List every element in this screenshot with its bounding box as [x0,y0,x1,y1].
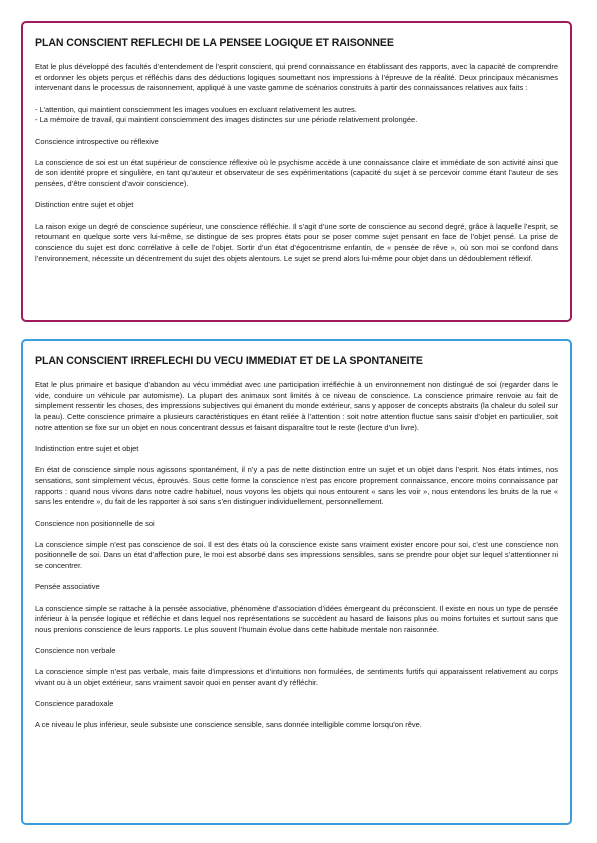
subheading: Conscience non verbale [35,646,116,656]
subheading: Conscience paradoxale [35,699,114,709]
intro-paragraph: Etat le plus développé des facultés d’entendement de l’esprit conscient, qui prend connaissance en établissant des rapports, avec la capacité de comprendre et ordonner les objets perçus et réfléchis dans des déductions logiques soumettant nos impressions à l’épreuve de la réalité. Deux principaux mécanismes intervenant dans le processus de raisonnement, appliqué à une vaste gamme de scénarios construits à partir des connaissances relatives aux faits : [35,62,558,93]
paragraph: La conscience simple n’est pas verbale, mais faite d’impressions et d’intuitions non formulées, de sentiments furtifs qui apparaissent relativement au corps vivant ou à un objet extérieur, sans vraiment savoir quoi en penser avant d’y réfléchir. [35,667,558,688]
paragraph: La conscience simple se rattache à la pensée associative, phénomène d’association d’idées émergeant du préconscient. Il existe en nous un type de pensée inférieur à la pensée logique et réfléchie et dans lequel nos représentations se succèdent au hasard de liaisons plus ou moins fortuites et surtout sans que nous prenions conscience de leurs rapports. Le plus souvent l’humain évolue dans cette habitude mentale non raisonnée. [35,603,558,634]
list-item: - La mémoire de travail, qui maintient consciemment des images distinctes sur une période relativement prolongée. [35,115,418,125]
list-item: - L’attention, qui maintient consciemment les images voulues en excluant relativement les autres. [35,104,357,114]
section-reflechi [21,21,572,322]
paragraph: La raison exige un degré de conscience supérieur, une conscience réfléchie. Il s’agit d’une sorte de conscience au second degré, grâce à laquelle l’esprit, se retournant en quelque sorte vers lui-même, se distingue de ses propres états pour se poser comme sujet pensant en face de l’objet pensé. La prise de conscience du sujet est donc corrélative à celle de l’objet. Sortir d’un état d’égocentrisme enfantin, de « pensée de rêve », où son moi se confond dans l’environnement, nécessite un décentrement du sujet des objets alentours. Le sujet se prend alors lui-même pour objet dans un dédoublement réflexif. [35,221,558,263]
paragraph: La conscience simple n’est pas conscience de soi. Il est des états où la conscience existe sans vraiment exister encore pour soi, c’est une conscience non positionnelle de soi. Dans un état d’affection pure, le moi est absorbé dans ses impressions sensibles, sans se prendre pour objet sur lequel s’attentionner ni se concentrer. [35,539,558,571]
mechanisms-list [35,105,558,126]
subheading: Indistinction entre sujet et objet [35,444,139,454]
subheading: Distinction entre sujet et objet [35,200,134,210]
intro-paragraph: Etat le plus primaire et basique d’abandon au vécu immédiat avec une participation irréfléchie à un environnement non distingué de soi (regarder dans le vide, conduire un véhicule par automisme). La plupart des animaux sont limités à ce niveau de conscience. La conscience primaire renvoie au fait de simplement ressentir les choses, des impressions subjectives qui émanent du monde extérieur, sans y apposer de concepts abstraits (la chaleur du soleil sur la peau). Cette conscience primaire a plusieurs caractéristiques en étant reliée à l’attention : soit notre attention fluctue sans saisir d’objet en particulier, soit notre attention se fixe sur un objet en nous concentrant dessus et faisant disparaître tout le reste (lecture d’un livre). [35,380,558,432]
paragraph: La conscience de soi est un état supérieur de conscience réflexive où le psychisme accède à une connaissance claire et immédiate de son activité ainsi que de son identité propre et singulière, en tant qu’auteur et observateur de ses expérimentations (capacité du sujet à se percevoir comme étant l’auteur de ses pensées, d’être conscient d’avoir conscience). [35,157,558,189]
paragraph: A ce niveau le plus inférieur, seule subsiste une conscience sensible, sans donnée intelligible comme lorsqu’on rêve. [35,720,422,730]
subheading: Conscience non positionnelle de soi [35,518,155,528]
section-title: PLAN CONSCIENT IRREFLECHI DU VECU IMMEDIAT ET DE LA SPONTANEITE [35,355,423,367]
subheading: Conscience introspective ou réflexive [35,136,159,146]
section-title: PLAN CONSCIENT REFLECHI DE LA PENSEE LOGIQUE ET RAISONNEE [35,37,394,49]
paragraph: En état de conscience simple nous agissons spontanément, il n’y a pas de nette distinction entre un sujet et un objet dans l’esprit. Nos états intimes, nos sensations, sont simplement vécus, éprouvés. Sous cette forme la conscience n’est pas encore proprement connaissance, encore moins connaissance par rapports : quand nous vivons dans notre cadre habituel, nous voyons les objets qui nous entourent « sans les voir », nous entendons les bruits de la rue « sans les entendre », du fait de les rapporter à soi sans s’en distinguer individuellement, personnellement. [35,465,558,507]
subheading: Pensée associative [35,582,100,592]
section-irreflechi [21,339,572,825]
